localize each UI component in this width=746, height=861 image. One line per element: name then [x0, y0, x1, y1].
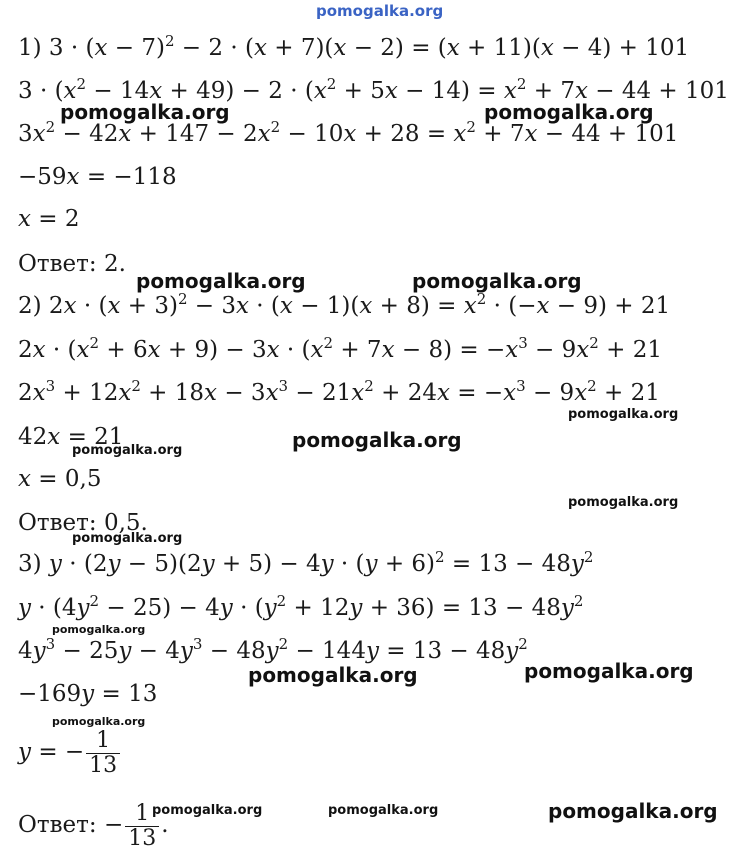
task1-step1: 1) $3 \cdot (x - 7)^2 - 2 \cdot (x + 7)(x - 2) = (x + 11)(x - 4) + 101$	[18, 32, 690, 61]
answer-label: Ответ:	[18, 251, 97, 277]
watermark-text: pomogalka.org	[248, 663, 418, 687]
fraction-denominator: 13	[125, 826, 159, 851]
watermark-text: pomogalka.org	[316, 2, 444, 20]
task2-step1: 2) $2x \cdot (x + 3)^2 - 3x \cdot (x - 1)(x + 8) = x^2 \cdot (-x - 9) + 21$	[18, 290, 671, 319]
task2-step4: 42x = 21	[18, 424, 124, 450]
watermark-text: pomogalka.org	[568, 407, 679, 422]
watermark-text: pomogalka.org	[484, 100, 654, 124]
task2-result: x = 0,5	[18, 466, 102, 492]
watermark-text: pomogalka.org	[52, 623, 146, 636]
result-sign: = −	[38, 739, 85, 765]
watermark-text: pomogalka.org	[136, 269, 306, 293]
task1-answer	[18, 250, 126, 278]
watermark-text: pomogalka.org	[52, 715, 146, 728]
fraction-numerator: 1	[96, 727, 111, 753]
task3-answer	[18, 797, 169, 853]
watermark-text: pomogalka.org	[568, 495, 679, 510]
task3-step3: $4y^3 - 25y - 4y^3 - 48y^2 - 144y = 13 - 48y^2$	[18, 635, 528, 664]
watermark-text: pomogalka.org	[292, 428, 462, 452]
fraction-denominator: 13	[86, 753, 120, 778]
answer-value: 0,5.	[103, 510, 148, 536]
watermark-text: pomogalka.org	[524, 659, 694, 683]
watermark-text: pomogalka.org	[328, 803, 439, 818]
watermark-text: pomogalka.org	[548, 799, 718, 823]
task1-step2: $3 \cdot (x^2 - 14x + 49) - 2 \cdot (x^2 + 5x - 14) = x^2 + 7x - 44 + 101$	[18, 75, 729, 104]
answer-label: Ответ:	[18, 510, 97, 536]
watermark-text: pomogalka.org	[412, 269, 582, 293]
answer-sign: −	[103, 812, 124, 838]
answer-value: 2.	[103, 251, 126, 277]
task3-step1: 3) $y \cdot (2y - 5)(2y + 5) - 4y \cdot (y + 6)^2 = 13 - 48y^2$	[18, 548, 594, 577]
answer-label: Ответ:	[18, 812, 97, 838]
task3-step4: −169y = 13	[18, 681, 158, 707]
result-fraction	[86, 729, 120, 778]
watermark-text: pomogalka.org	[60, 100, 230, 124]
task1-step3: $3x^2 - 42x + 147 - 2x^2 - 10x + 28 = x^2 + 7x - 44 + 101$	[18, 118, 679, 147]
task2-step3: $2x^3 + 12x^2 + 18x - 3x^3 - 21x^2 + 24x = -x^3 - 9x^2 + 21$	[18, 377, 660, 406]
answer-end: .	[161, 812, 169, 838]
task3-step2: $y \cdot (4y^2 - 25) - 4y \cdot (y^2 + 12y + 36) = 13 - 48y^2$	[18, 592, 584, 621]
watermark-text: pomogalka.org	[72, 443, 183, 458]
result-variable: y	[18, 739, 31, 765]
task2-step2: $2x \cdot (x^2 + 6x + 9) - 3x \cdot (x^2 + 7x - 8) = -x^3 - 9x^2 + 21$	[18, 334, 662, 363]
watermark-text: pomogalka.org	[152, 803, 263, 818]
task3-result	[18, 724, 122, 780]
task1-result: x = 2	[18, 206, 80, 232]
fraction-numerator: 1	[135, 800, 150, 826]
watermark-text: pomogalka.org	[72, 531, 183, 546]
task1-step4: −59x = −118	[18, 164, 177, 190]
